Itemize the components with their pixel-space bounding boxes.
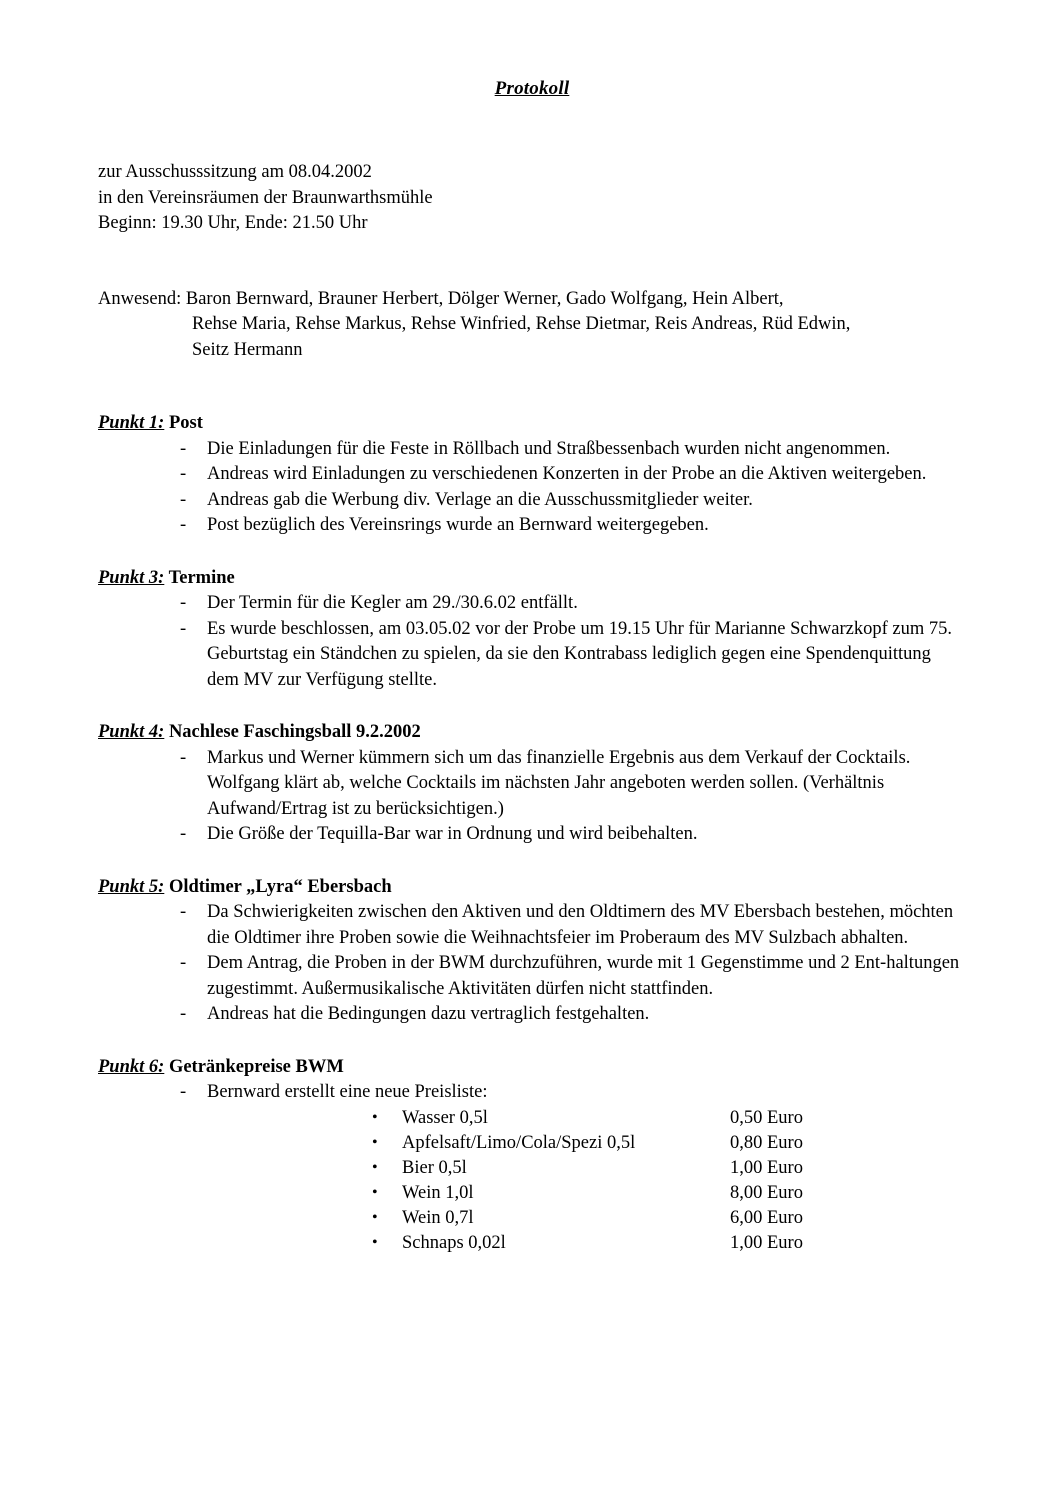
- attendance-line-3: Seitz Hermann: [192, 339, 303, 360]
- section-heading: [98, 566, 966, 592]
- list-item: - Andreas wird Einladungen zu verschiedenen Konzerten in der Probe an die Aktiven weitergeben.: [98, 462, 966, 488]
- price-list-item: [98, 1156, 966, 1181]
- meeting-subject-line: zur Ausschusssitzung am 08.04.2002: [98, 162, 372, 182]
- document-body: [98, 0, 966, 1256]
- section-heading: [98, 1055, 966, 1081]
- attendance-block: [98, 287, 966, 364]
- section-number: Punkt 6:: [98, 1056, 165, 1077]
- price-item-name: • Wein 0,7l: [402, 1207, 474, 1228]
- section-title: Nachlese Faschingsball 9.2.2002: [168, 722, 421, 742]
- section-title: Termine: [168, 567, 235, 588]
- section-punkt-6: [98, 1055, 966, 1256]
- section-item-list: [98, 591, 966, 693]
- section-heading: [98, 411, 966, 437]
- section-item-list: [98, 437, 966, 539]
- list-item: - Der Termin für die Kegler am 29./30.6.02 entfällt.: [98, 591, 966, 617]
- section-punkt-4: [98, 720, 966, 848]
- section-heading: [98, 720, 966, 746]
- section-number: Punkt 3:: [98, 567, 165, 588]
- price-list-item: [98, 1106, 966, 1131]
- price-item-name: • Bier 0,5l: [402, 1157, 467, 1178]
- list-item: - Post bezüglich des Vereinsrings wurde an Bernward weitergegeben.: [98, 513, 966, 539]
- attendance-line-1: Anwesend: Baron Bernward, Brauner Herbert, Dölger Werner, Gado Wolfgang, Hein Albert,: [98, 288, 784, 309]
- price-item-value: 0,50 Euro: [730, 1107, 803, 1128]
- section-title: Post: [168, 413, 203, 433]
- section-heading: [98, 875, 966, 901]
- price-item-value: 0,80 Euro: [730, 1132, 803, 1153]
- section-item-list: [98, 1080, 966, 1106]
- list-item: - Bernward erstellt eine neue Preisliste:: [98, 1080, 966, 1106]
- list-item: - Die Größe der Tequilla-Bar war in Ordnung und wird beibehalten.: [98, 822, 966, 848]
- page-title: Protokoll: [494, 78, 570, 99]
- price-item-value: 1,00 Euro: [730, 1157, 803, 1178]
- price-item-name: • Wasser 0,5l: [402, 1107, 488, 1128]
- list-item: - Markus und Werner kümmern sich um das finanzielle Ergebnis aus dem Verkauf der Cocktails. Wolfgang klärt ab, welche Cocktails im nächsten Jahr angeboten werden sollen. (Verhältnis Aufwand/Ertrag ist zu berücksichtigen.): [98, 746, 966, 823]
- section-punkt-3: [98, 566, 966, 694]
- price-item-value: 6,00 Euro: [730, 1207, 803, 1228]
- price-list-item: [98, 1231, 966, 1256]
- section-title: Oldtimer „Lyra“ Ebersbach: [168, 876, 392, 897]
- price-list-item: [98, 1131, 966, 1156]
- price-item-name: • Apfelsaft/Limo/Cola/Spezi 0,5l: [402, 1132, 636, 1153]
- list-item: - Die Einladungen für die Feste in Röllbach und Straßbessenbach wurden nicht angenommen.: [98, 437, 966, 463]
- price-list-item: [98, 1206, 966, 1231]
- list-item: - Dem Antrag, die Proben in der BWM durchzuführen, wurde mit 1 Gegenstimme und 2 Ent-haltungen zugestimmt. Außermusikalische Aktivitäten dürfen nicht stattfinden.: [98, 951, 966, 1002]
- attendance-line-2: Rehse Maria, Rehse Markus, Rehse Winfried, Rehse Dietmar, Reis Andreas, Rüd Edwin,: [192, 314, 851, 334]
- list-item: - Es wurde beschlossen, am 03.05.02 vor der Probe um 19.15 Uhr für Marianne Schwarzkopf zum 75. Geburtstag ein Ständchen zu spielen, da sie den Kontrabass lediglich gegen eine Spendenquittung dem MV zur Verfügung stellte.: [98, 617, 966, 694]
- section-number: Punkt 5:: [98, 876, 165, 897]
- section-item-list: [98, 746, 966, 848]
- section-punkt-1: [98, 411, 966, 539]
- price-item-name: • Wein 1,0l: [402, 1182, 474, 1203]
- price-item-value: 1,00 Euro: [730, 1232, 803, 1253]
- section-number: Punkt 1:: [98, 413, 165, 433]
- price-item-value: 8,00 Euro: [730, 1182, 803, 1203]
- section-title: Getränkepreise BWM: [168, 1056, 344, 1077]
- meeting-location-line: in den Vereinsräumen der Braunwarthsmühle: [98, 187, 433, 208]
- meeting-intro-block: [98, 160, 966, 237]
- section-item-list: [98, 900, 966, 1028]
- section-number: Punkt 4:: [98, 722, 165, 742]
- list-item: - Da Schwierigkeiten zwischen den Aktiven und den Oldtimern des MV Ebersbach bestehen, möchten die Oldtimer ihre Proben sowie die Weihnachtsfeier im Proberaum des MV Sulzbach abhalten.: [98, 900, 966, 951]
- price-list: [98, 1106, 966, 1256]
- meeting-time-line: Beginn: 19.30 Uhr, Ende: 21.50 Uhr: [98, 213, 368, 233]
- section-punkt-5: [98, 875, 966, 1028]
- list-item: - Andreas hat die Bedingungen dazu vertraglich festgehalten.: [98, 1002, 966, 1028]
- price-list-item: [98, 1181, 966, 1206]
- list-item: - Andreas gab die Werbung div. Verlage an die Ausschussmitglieder weiter.: [98, 488, 966, 514]
- price-item-name: • Schnaps 0,02l: [402, 1232, 506, 1253]
